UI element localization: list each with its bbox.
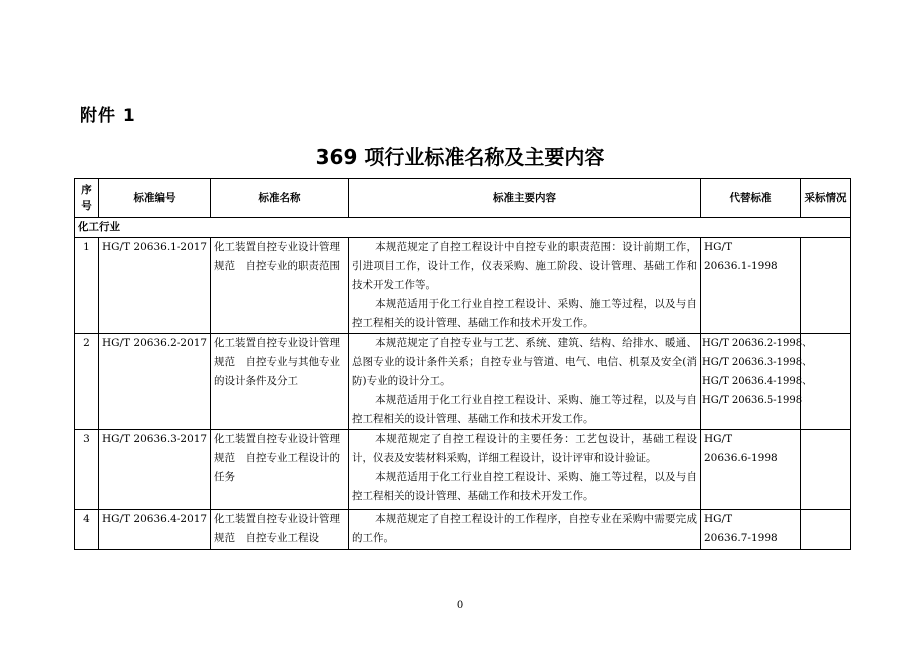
row-adoption — [801, 238, 851, 334]
row-code: HG/T 20636.3-2017 — [99, 430, 211, 510]
row-content — [349, 430, 701, 510]
row-replaces — [701, 334, 813, 430]
row-content — [349, 238, 701, 334]
table-row — [75, 238, 851, 334]
attachment-label: 附件 1 — [80, 106, 136, 126]
row-code: HG/T 20636.2-2017 — [99, 334, 211, 430]
header-adoption: 采标情况 — [801, 179, 851, 218]
content-paragraph: 本规范规定了自控工程设计的工作程序，自控专业在采购中需要完成的工作。 — [352, 513, 697, 544]
replaces-line: HG/T 20636.2-1998、 — [702, 338, 813, 349]
row-name: 化工装置自控专业设计管理规范 自控专业与其他专业的设计条件及分工 — [211, 334, 349, 430]
replaces-line: HG/T 20636.4-1998、 — [702, 376, 813, 387]
replaces-line: 20636.6-1998 — [704, 452, 778, 464]
standards-table — [74, 178, 851, 550]
page-number: 0 — [456, 600, 464, 611]
row-adoption — [801, 430, 851, 510]
row-name: 化工装置自控专业设计管理规范 自控专业工程设计的任务 — [211, 430, 349, 510]
document-title: 369 项行业标准名称及主要内容 — [315, 145, 605, 169]
row-content — [349, 334, 701, 430]
row-adoption — [801, 510, 851, 550]
row-index: 3 — [75, 430, 99, 510]
header-replaces: 代替标准 — [701, 179, 801, 218]
row-code: HG/T 20636.1-2017 — [99, 238, 211, 334]
row-index: 1 — [75, 238, 99, 334]
replaces-line: HG/T 20636.5-1998 — [702, 395, 803, 406]
content-paragraph: 本规范适用于化工行业自控工程设计、采购、施工等过程，以及与自控工程相关的设计管理、基础工作和技术开发工作。 — [352, 298, 697, 329]
replaces-line: HG/T — [704, 241, 733, 253]
table-row — [75, 430, 851, 510]
row-index: 4 — [75, 510, 99, 550]
header-index: 序号 — [75, 179, 99, 218]
header-code: 标准编号 — [99, 179, 211, 218]
row-replaces — [701, 510, 801, 550]
row-replaces — [701, 238, 801, 334]
table-header-row — [75, 179, 851, 218]
content-paragraph: 本规范规定了自控工程设计的主要任务：工艺包设计，基础工程设计，仪表及安装材料采购，详细工程设计，设计评审和设计验证。 — [352, 433, 697, 464]
content-paragraph: 本规范适用于化工行业自控工程设计、采购、施工等过程，以及与自控工程相关的设计管理、基础工作和技术开发工作。 — [352, 471, 697, 502]
row-index: 2 — [75, 334, 99, 430]
content-paragraph: 本规范适用于化工行业自控工程设计、采购、施工等过程，以及与自控工程相关的设计管理、基础工作和技术开发工作。 — [352, 394, 697, 425]
row-content — [349, 510, 701, 550]
table-row — [75, 510, 851, 550]
row-code: HG/T 20636.4-2017 — [99, 510, 211, 550]
row-name: 化工装置自控专业设计管理规范 自控专业工程设 — [211, 510, 349, 550]
content-paragraph: 本规范规定了自控工程设计中自控专业的职责范围：设计前期工作，引进项目工作，设计工作，仪表采购、施工阶段、设计管理、基础工作和技术开发工作等。 — [352, 241, 697, 291]
section-row — [75, 218, 851, 238]
replaces-line: 20636.1-1998 — [704, 260, 778, 272]
header-name: 标准名称 — [211, 179, 349, 218]
row-name: 化工装置自控专业设计管理规范 自控专业的职责范围 — [211, 238, 349, 334]
replaces-line: HG/T — [704, 513, 733, 525]
replaces-line: HG/T — [704, 433, 733, 445]
replaces-line: 20636.7-1998 — [704, 532, 778, 544]
content-paragraph: 本规范规定了自控专业与工艺、系统、建筑、结构、给排水、暖通、总图专业的设计条件关系；自控专业与管道、电气、电信、机泵及安全(消防)专业的设计分工。 — [352, 337, 697, 387]
replaces-line: HG/T 20636.3-1998、 — [702, 357, 813, 368]
table-row — [75, 334, 851, 430]
section-label: 化工行业 — [75, 218, 851, 238]
header-content: 标准主要内容 — [349, 179, 701, 218]
row-replaces — [701, 430, 801, 510]
